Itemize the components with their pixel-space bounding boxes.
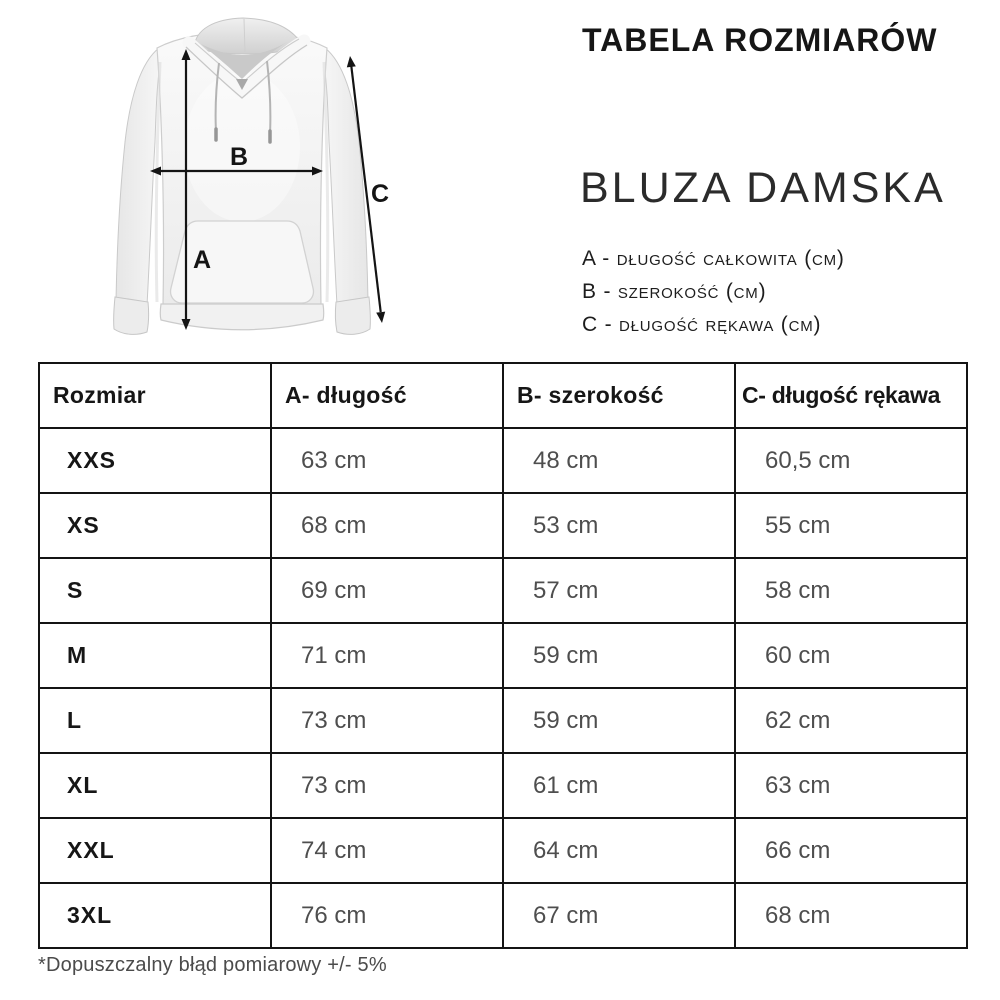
value-length: 63 cm xyxy=(271,428,503,493)
value-width: 67 cm xyxy=(503,883,735,948)
value-length: 74 cm xyxy=(271,818,503,883)
size-row-s xyxy=(39,558,967,623)
page-title: TABELA ROZMIARÓW xyxy=(582,22,938,58)
value-length: 76 cm xyxy=(271,883,503,948)
header-row xyxy=(39,363,967,428)
value-width: 53 cm xyxy=(503,493,735,558)
size-label: L xyxy=(39,688,271,753)
size-row-xl xyxy=(39,753,967,818)
kangaroo-pocket xyxy=(171,221,314,303)
size-row-xxs xyxy=(39,428,967,493)
value-length: 73 cm xyxy=(271,688,503,753)
value-sleeve: 58 cm xyxy=(735,558,967,623)
diagram-label-a: A xyxy=(193,246,212,274)
hoodie-right-cuff xyxy=(335,297,370,334)
hoodie-measurement-diagram xyxy=(105,2,425,347)
product-name: BLUZA DAMSKA xyxy=(580,164,946,212)
value-width: 57 cm xyxy=(503,558,735,623)
value-width: 64 cm xyxy=(503,818,735,883)
column-header-size: Rozmiar xyxy=(39,363,271,428)
value-length: 71 cm xyxy=(271,623,503,688)
size-label: S xyxy=(39,558,271,623)
hoodie-left-cuff xyxy=(114,297,149,334)
value-length: 73 cm xyxy=(271,753,503,818)
size-row-3xl xyxy=(39,883,967,948)
size-label: XXL xyxy=(39,818,271,883)
column-header-width: B- szerokość xyxy=(503,363,735,428)
size-row-l xyxy=(39,688,967,753)
size-label: XS xyxy=(39,493,271,558)
hoodie-right-sleeve xyxy=(323,48,368,305)
size-label: XL xyxy=(39,753,271,818)
value-sleeve: 66 cm xyxy=(735,818,967,883)
value-length: 68 cm xyxy=(271,493,503,558)
diagram-label-b: B xyxy=(230,143,249,171)
measurement-legend xyxy=(582,242,845,341)
size-label: M xyxy=(39,623,271,688)
size-label: 3XL xyxy=(39,883,271,948)
size-row-xxl xyxy=(39,818,967,883)
measurement-tolerance-note: *Dopuszczalny błąd pomiarowy +/- 5% xyxy=(38,954,387,976)
value-width: 61 cm xyxy=(503,753,735,818)
value-sleeve: 62 cm xyxy=(735,688,967,753)
value-width: 48 cm xyxy=(503,428,735,493)
value-sleeve: 60 cm xyxy=(735,623,967,688)
value-width: 59 cm xyxy=(503,623,735,688)
value-length: 69 cm xyxy=(271,558,503,623)
value-sleeve: 68 cm xyxy=(735,883,967,948)
value-sleeve: 63 cm xyxy=(735,753,967,818)
size-row-m xyxy=(39,623,967,688)
column-header-sleeve: C- długość rękawa xyxy=(735,363,967,428)
size-table xyxy=(38,362,968,949)
size-row-xs xyxy=(39,493,967,558)
value-width: 59 cm xyxy=(503,688,735,753)
value-sleeve: 60,5 cm xyxy=(735,428,967,493)
legend-item-a: A - długość całkowita (cm) xyxy=(582,247,845,270)
size-label: XXS xyxy=(39,428,271,493)
legend-item-c: C - długość rękawa (cm) xyxy=(582,313,822,336)
diagram-label-c: C xyxy=(371,180,390,208)
legend-item-b: B - szerokość (cm) xyxy=(582,280,767,303)
hoodie-left-sleeve xyxy=(116,48,161,305)
value-sleeve: 55 cm xyxy=(735,493,967,558)
column-header-length: A- długość xyxy=(271,363,503,428)
hoodie-illustration xyxy=(114,18,371,334)
